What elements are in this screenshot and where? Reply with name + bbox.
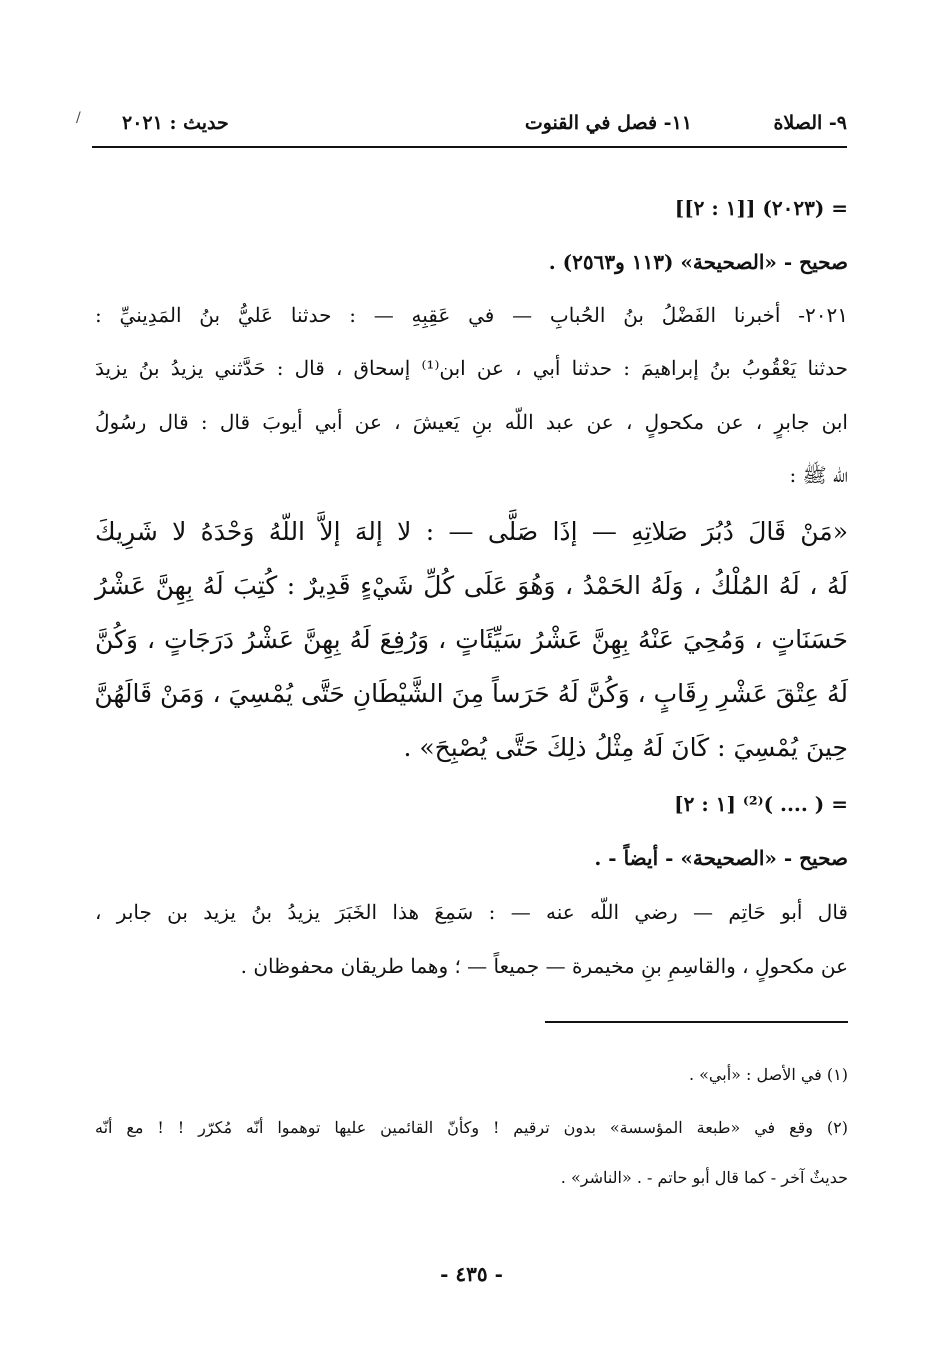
- grading-line-1: صحيح - «الصحيحة» (١١٣ و٢٥٦٣) .: [548, 250, 848, 274]
- matn-line: حِينَ يُمْسِيَ : كَانَ لَهُ مِثْلُ ذلِكَ حَتَّى يُصْبِحَ» .: [403, 733, 848, 762]
- footnote-separator: [545, 1021, 848, 1023]
- isnad-line: ابن جابرٍ ، عن مكحولٍ ، عن عبد اللّه بنِ يَعيشَ ، عن أبي أيوبَ قال : قال رسُولُ: [95, 410, 848, 434]
- matn-line: لَهُ ، لَهُ المُلْكُ ، وَلَهُ الحَمْدُ ، وَهُوَ عَلَى كُلِّ شَيْءٍ قَدِيرٌ : كُتِبَ لَهُ بِهِنَّ عَشْرُ: [95, 571, 848, 600]
- running-header: [76, 106, 847, 148]
- isnad-line: ٢٠٢١- أخبرنا الفَضْلُ بنُ الحُبابِ — في عَقِبِهِ — : حدثنا عَليُّ بنُ المَدِينيِّ :: [95, 303, 848, 327]
- page-number: - ٤٣٥ -: [440, 1262, 503, 1286]
- matn-line: حَسَنَاتٍ ، وَمُحِيَ عَنْهُ بِهِنَّ عَشْرُ سَيِّئَاتٍ ، وَرُفِعَ لَهُ بِهِنَّ عَشْرُ دَرَجَاتٍ ، وَكُنَّ: [95, 625, 848, 654]
- chapter-title: ٩- الصلاة: [773, 112, 847, 134]
- margin-mark: /: [76, 110, 81, 126]
- matn-line: لَهُ عِتْقَ عَشْرِ رِقَابٍ ، وَكُنَّ لَهُ حَرَساً مِنَ الشَّيْطَانِ حَتَّى يُمْسِيَ ، وَمَنْ قَالَهُنَّ: [94, 679, 848, 708]
- section-title: ١١- فصل في القنوت: [524, 112, 692, 134]
- hadith-reference: حديث : ٢٠٢١: [122, 112, 229, 134]
- footnote-1: (١) في الأصل : «أبي» .: [688, 1065, 848, 1084]
- comment-line: عن مكحولٍ ، والقاسِمِ بنِ مخيمرة — جميعاً — ؛ وهما طريقان محفوظان .: [240, 954, 848, 978]
- footnote-2-line: (٢) وقع في «طبعة المؤسسة» بدون ترقيم ! وكأنّ القائمين عليها توهموا أنّه مُكرّر ! ! مع أنّه: [95, 1118, 849, 1137]
- reference-line-1: = (٢٠٢٣) [[١ : ٢]]: [674, 196, 848, 220]
- reference-line-2: = ( .... )⁽²⁾ [١ : ٢]: [674, 792, 848, 816]
- isnad-line: اللّه ﷺ :: [789, 463, 848, 487]
- matn-line: «مَنْ قَالَ دُبُرَ صَلاتِهِ — إذَا صَلَّى — : لا إلهَ إلاَّ اللّهُ وَحْدَهُ لا شَرِيكَ: [95, 517, 848, 546]
- footnote-2-line: حديثٌ آخر - كما قال أبو حاتم - . «الناشر» .: [560, 1168, 848, 1187]
- grading-line-2: صحيح - «الصحيحة» - أيضاً - .: [594, 846, 848, 870]
- comment-line: قال أبو حَاتِم — رضي اللّه عنه — : سَمِعَ هذا الخَبَرَ يزيدُ بنُ يزيد بن جابر ،: [95, 900, 848, 924]
- isnad-line: حدثنا يَعْقُوبُ بنُ إبراهيمَ : حدثنا أبي ، عن ابن⁽¹⁾ إسحاق ، قال : حَدَّثني يزيدُ بنُ يزيدَ: [95, 356, 848, 380]
